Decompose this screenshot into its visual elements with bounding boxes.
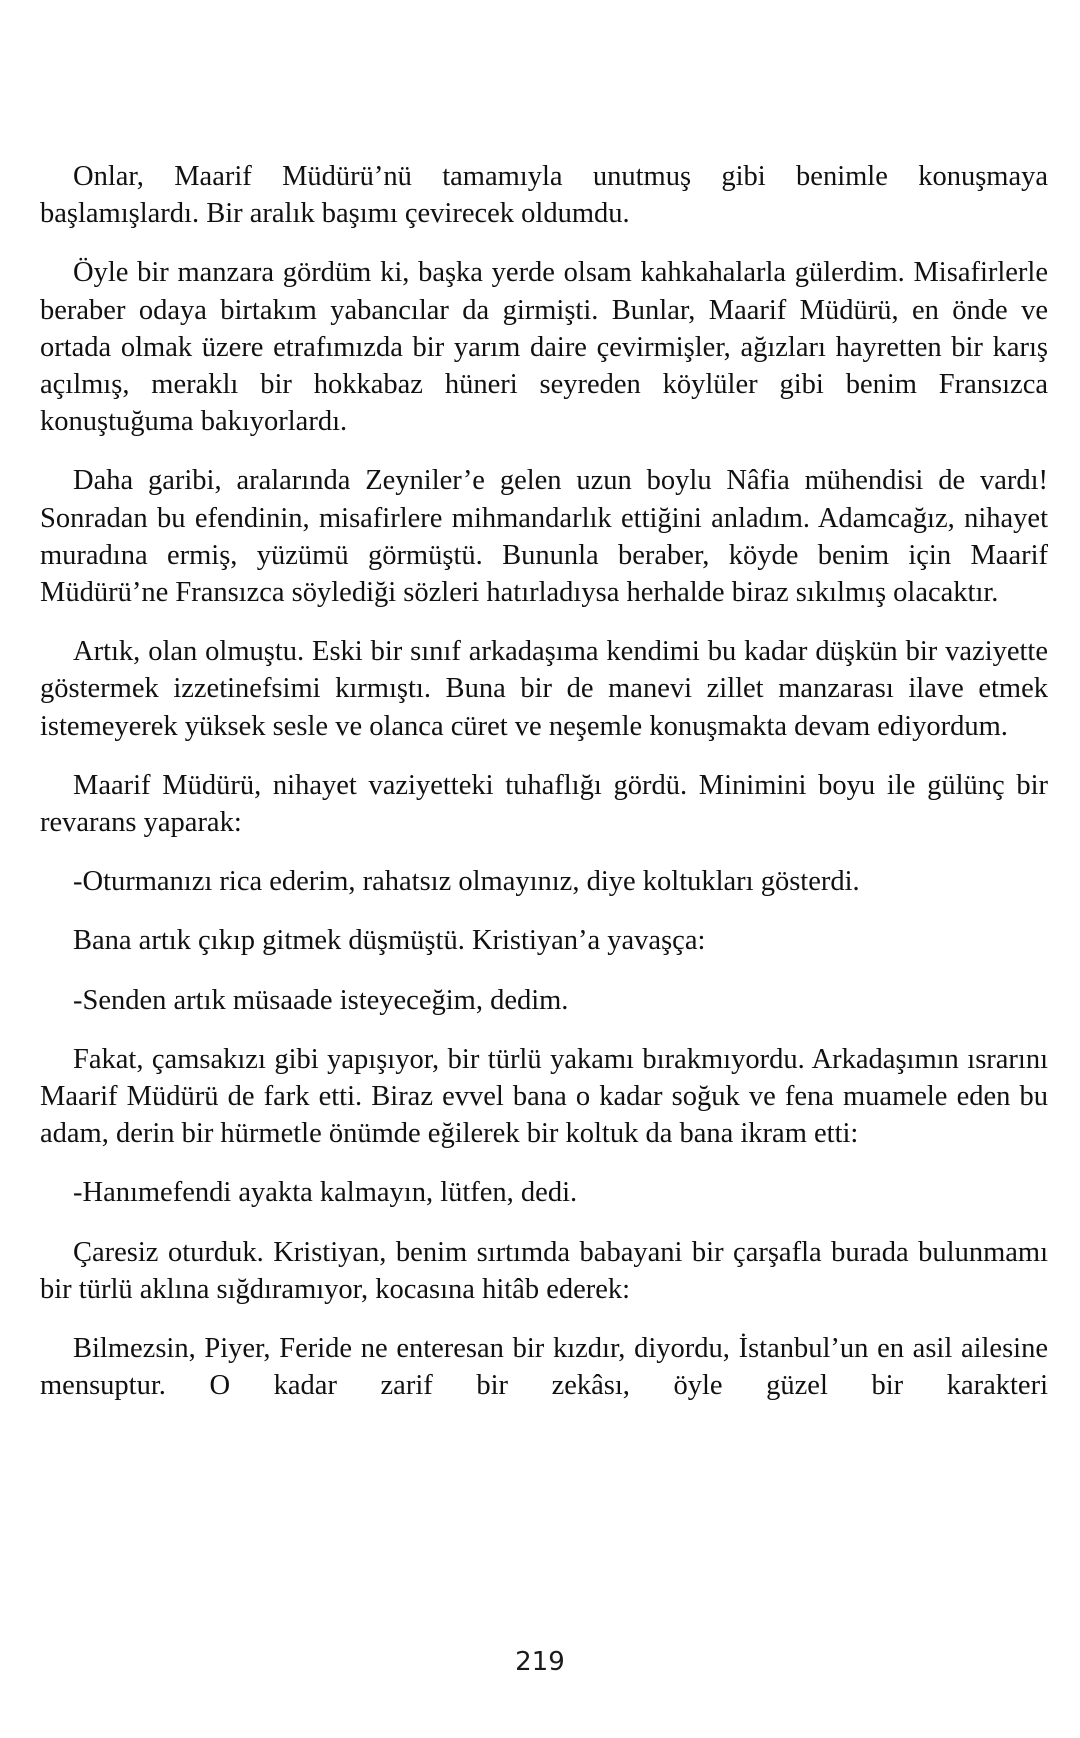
paragraph-4: Artık, olan olmuştu. Eski bir sınıf arkadaşıma kendimi bu kadar düşkün bir vaziyette göstermek izzetinefsimi kırmıştı. Buna bir de manevi zillet manzarası ilave etmek istemeyerek yüksek sesle ve olanca cüret ve neşemle konuşmakta devam ediyordum. (40, 636, 1048, 742)
paragraph-9: Fakat, çamsakızı gibi yapışıyor, bir türlü yakamı bırakmıyordu. Arkadaşımın ısrarını Maarif Müdürü de fark etti. Biraz evvel bana o kadar soğuk ve fena muamele eden bu adam, derin bir hürmetle önümde eğilerek bir koltuk da bana ikram etti: (40, 1043, 1048, 1150)
paragraph-10-dialogue: -Hanımefendi ayakta kalmayın, lütfen, dedi. (73, 1177, 578, 1209)
page-body (40, 158, 1048, 1426)
paragraph-5: Maarif Müdürü, nihayet vaziyetteki tuhaflığı gördü. Minimini boyu ile gülünç bir revarans yaparak: (40, 769, 1048, 839)
paragraph-11: Çaresiz oturduk. Kristiyan, benim sırtımda babayani bir çarşafla burada bulunmamı bir türlü aklına sığdıramıyor, kocasına hitâb ederek: (40, 1236, 1048, 1305)
paragraph-3: Daha garibi, aralarında Zeyniler’e gelen uzun boylu Nâfia mühendisi de vardı! Sonradan bu efendinin, misafirlere mihmandarlık ettiğini anladım. Adamcağız, nihayet muradına ermiş, yüzümü görmüştü. Bununla beraber, köyde benim için Maarif Müdürü’ne Fransızca söylediği sözleri hatırladıysa herhalde biraz sıkılmış olacaktır. (40, 465, 1048, 609)
paragraph-6-dialogue: -Oturmanızı rica ederim, rahatsız olmayınız, diye koltukları gösterdi. (73, 866, 860, 898)
paragraph-7: Bana artık çıkıp gitmek düşmüştü. Kristiyan’a yavaşça: (73, 925, 706, 957)
paragraph-8-dialogue: -Senden artık müsaade isteyeceğim, dedim. (73, 984, 569, 1016)
paragraph-2: Öyle bir manzara gördüm ki, başka yerde olsam kahkahalarla gülerdim. Misafirlerle beraber odaya birtakım yabancılar da girmişti. Bunlar, Maarif Müdürü, en önde ve ortada olmak üzere etrafımızda bir yarım daire çevirmişler, ağızları hayretten bir karış açılmış, meraklı bir hokkabaz hüneri seyreden köylüler gibi benim Fransızca konuştuğuma bakıyorlardı. (40, 257, 1048, 438)
paragraph-1: Onlar, Maarif Müdürü’nü tamamıyla unutmuş gibi benimle konuşmaya başlamışlardı. Bir aralık başımı çevirecek oldumdu. (40, 161, 1048, 230)
paragraph-12-continued: Bilmezsin, Piyer, Feride ne enteresan bir kızdır, diyordu, İstanbul’un en asil ailesine mensuptur. O kadar zarif bir zekâsı, öyle güzel bir karakteri (40, 1333, 1048, 1402)
page-number: 219 (515, 1647, 565, 1677)
